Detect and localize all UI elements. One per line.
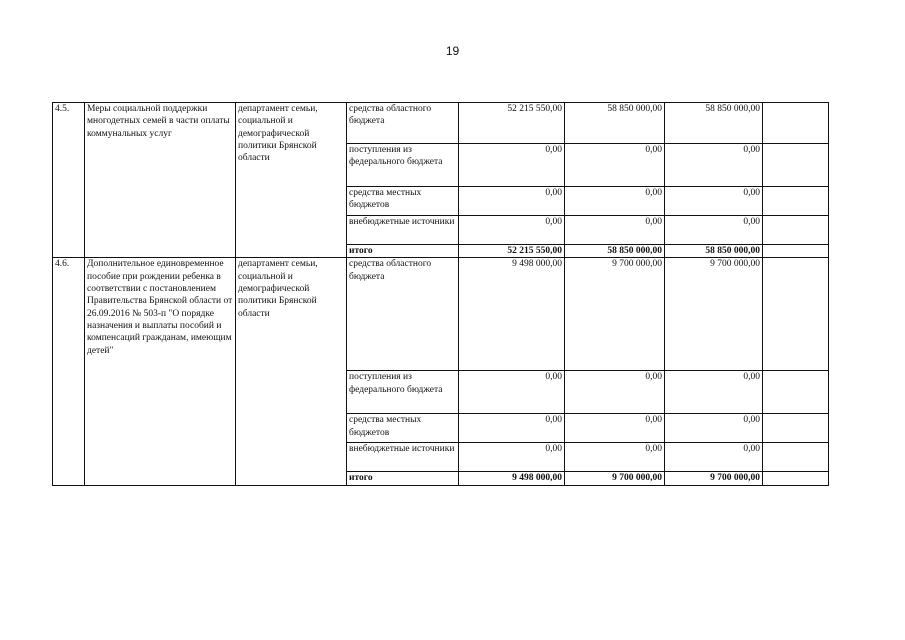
amount-year-3: 9 700 000,00 xyxy=(665,258,763,371)
amount-year-2: 58 850 000,00 xyxy=(565,103,665,144)
funding-source: внебюджетные источники xyxy=(347,216,459,245)
amount-year-3: 0,00 xyxy=(665,216,763,245)
total-year-3: 9 700 000,00 xyxy=(665,472,763,485)
total-label: итого xyxy=(347,472,459,485)
funding-source: поступления из федерального бюджета xyxy=(347,144,459,187)
amount-year-1: 0,00 xyxy=(459,187,565,216)
item-number: 4.6. xyxy=(53,258,85,485)
total-label: итого xyxy=(347,245,459,258)
funding-source: средства областного бюджета xyxy=(347,258,459,371)
empty-cell xyxy=(763,245,829,258)
funding-source: средства областного бюджета xyxy=(347,103,459,144)
empty-cell xyxy=(763,144,829,187)
amount-year-2: 0,00 xyxy=(565,371,665,414)
total-year-1: 9 498 000,00 xyxy=(459,472,565,485)
empty-cell xyxy=(763,258,829,371)
amount-year-3: 58 850 000,00 xyxy=(665,103,763,144)
amount-year-3: 0,00 xyxy=(665,371,763,414)
total-year-2: 58 850 000,00 xyxy=(565,245,665,258)
funding-source: поступления из федерального бюджета xyxy=(347,371,459,414)
amount-year-3: 0,00 xyxy=(665,443,763,472)
amount-year-3: 0,00 xyxy=(665,187,763,216)
table-row xyxy=(53,103,829,144)
measure-name: Меры социальной поддержки многодетных семей в части оплаты коммунальных услуг xyxy=(85,103,236,258)
budget-table xyxy=(52,102,829,486)
empty-cell xyxy=(763,371,829,414)
amount-year-2: 0,00 xyxy=(565,414,665,443)
amount-year-1: 0,00 xyxy=(459,414,565,443)
table-row xyxy=(53,258,829,371)
measure-name: Дополнительное единовременное пособие при рождении ребенка в соответствии с постановлением Правительства Брянской области от 26.09.2016 № 503-п "О порядке назначения и выплаты пособий и компенсаций гражданам, имеющим детей" xyxy=(85,258,236,485)
empty-cell xyxy=(763,187,829,216)
amount-year-3: 0,00 xyxy=(665,414,763,443)
responsible-department: департамент семьи, социальной и демографической политики Брянской области xyxy=(236,258,347,485)
item-number: 4.5. xyxy=(53,103,85,258)
amount-year-1: 9 498 000,00 xyxy=(459,258,565,371)
amount-year-3: 0,00 xyxy=(665,144,763,187)
empty-cell xyxy=(763,216,829,245)
funding-source: внебюджетные источники xyxy=(347,443,459,472)
funding-source: средства местных бюджетов xyxy=(347,187,459,216)
total-year-3: 58 850 000,00 xyxy=(665,245,763,258)
empty-cell xyxy=(763,103,829,144)
amount-year-1: 0,00 xyxy=(459,443,565,472)
amount-year-1: 52 215 550,00 xyxy=(459,103,565,144)
empty-cell xyxy=(763,472,829,485)
amount-year-2: 9 700 000,00 xyxy=(565,258,665,371)
total-year-1: 52 215 550,00 xyxy=(459,245,565,258)
amount-year-1: 0,00 xyxy=(459,144,565,187)
empty-cell xyxy=(763,414,829,443)
amount-year-2: 0,00 xyxy=(565,187,665,216)
total-year-2: 9 700 000,00 xyxy=(565,472,665,485)
amount-year-1: 0,00 xyxy=(459,216,565,245)
page-number: 19 xyxy=(445,44,460,58)
amount-year-2: 0,00 xyxy=(565,144,665,187)
amount-year-2: 0,00 xyxy=(565,216,665,245)
responsible-department: департамент семьи, социальной и демографической политики Брянской области xyxy=(236,103,347,258)
funding-source: средства местных бюджетов xyxy=(347,414,459,443)
amount-year-1: 0,00 xyxy=(459,371,565,414)
amount-year-2: 0,00 xyxy=(565,443,665,472)
empty-cell xyxy=(763,443,829,472)
